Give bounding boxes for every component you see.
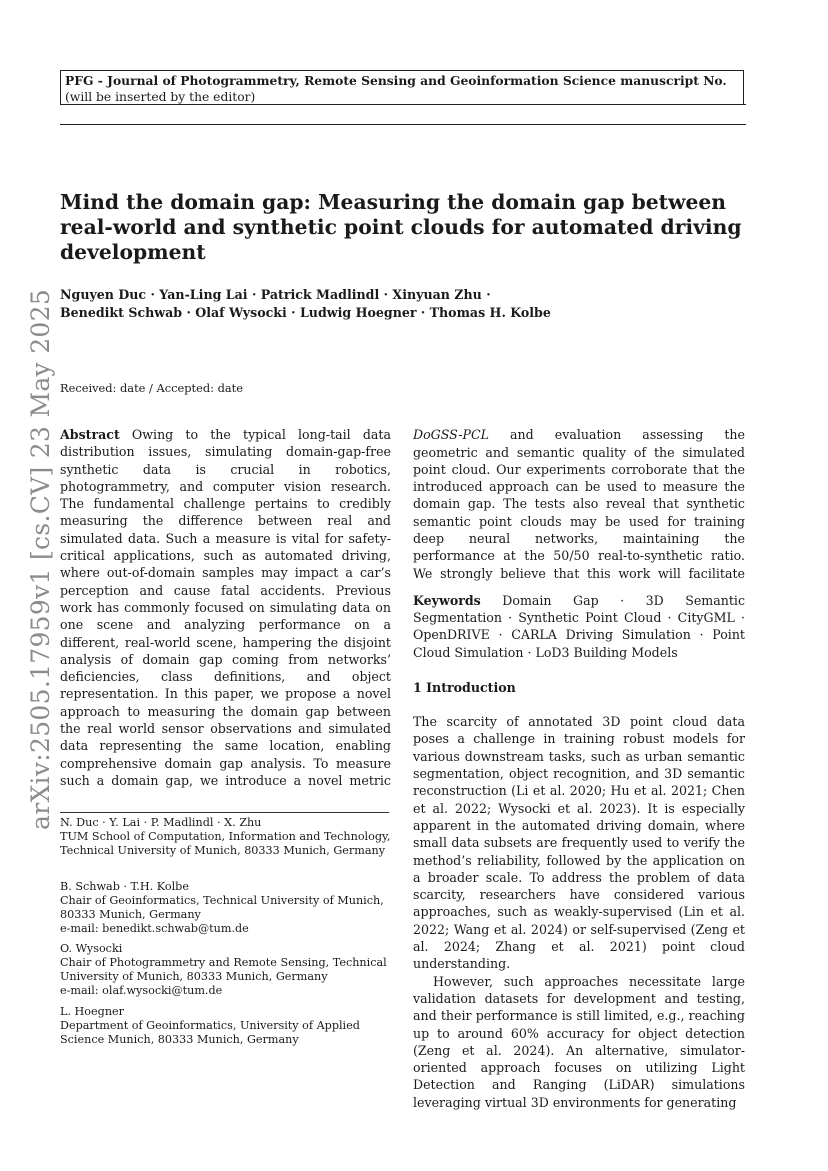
affiliation-org: Chair of Photogrammetry and Remote Sensing, Technical University of Munich, 80333 Munich, Germany: [60, 956, 387, 983]
received-date: Received: date / Accepted: date: [60, 381, 243, 395]
metric-name-continued: DoGSS-PCL: [413, 427, 489, 443]
affiliation-email: e-mail: benedikt.schwab@tum.de: [60, 922, 249, 935]
arxiv-identifier: arXiv:2505.17959v1 [cs.CV] 23 May 2025: [26, 288, 55, 830]
right-column: [413, 426, 745, 1111]
abstract-continuation-slot: [413, 426, 745, 582]
affiliation-3: [60, 942, 400, 998]
author-line-1: Nguyen Duc · Yan-Ling Lai · Patrick Madlindl · Xinyuan Zhu ·: [60, 287, 491, 302]
journal-title: PFG - Journal of Photogrammetry, Remote Sensing and Geoinformation Science manuscript No.: [65, 73, 727, 88]
left-column: [60, 426, 391, 789]
abstract-label: Abstract: [60, 427, 120, 442]
affiliation-org: Department of Geoinformatics, University of Applied Science Munich, 80333 Munich, Germany: [60, 1019, 360, 1046]
intro-paragraph-2: However, such approaches necessitate large validation datasets for development and testing, and their performance is still limited, e.g., reaching up to around 60% accuracy for object detection (Zeng et al. 2024). An alternative, simulator-oriented approach focuses on utilizing Light Detection and Ranging (LiDAR) simulations leveraging virtual 3D environments for generating: [413, 973, 745, 1110]
abstract: [60, 426, 391, 789]
affiliation-names: L. Hoegner: [60, 1005, 124, 1018]
intro-paragraph-1: The scarcity of annotated 3D point cloud data poses a challenge in training robust models for various downstream tasks, such as urban semantic segmentation, object recognition, and 3D semantic reconstruction (Li et al. 2020; Hu et al. 2021; Chen et al. 2022; Wysocki et al. 2023). It is especially apparent in the automated driving domain, where small data subsets are frequently used to verify the method’s reliability, followed by the application on a broader scale. To address the problem of data scarcity, researchers have considered various approaches, such as weakly-supervised (Lin et al. 2022; Wang et al. 2024) or self-supervised (Zeng et al. 2024; Zhang et al. 2021) point cloud understanding.: [413, 714, 745, 972]
header-bottom-rule: [60, 124, 746, 125]
journal-header-box: [60, 70, 744, 104]
introduction-heading: 1 Introduction: [413, 679, 516, 695]
arxiv-sidebar: [18, 288, 58, 840]
author-line-2: Benedikt Schwab · Olaf Wysocki · Ludwig Hoegner · Thomas H. Kolbe: [60, 305, 551, 320]
affiliation-email: e-mail: olaf.wysocki@tum.de: [60, 984, 223, 997]
abstract-continued: [413, 426, 745, 582]
keywords-text: Domain Gap · 3D Semantic Segmentation · Synthetic Point Cloud · CityGML · OpenDRIVE · CARLA Driving Simulation · Point Cloud Simulation · LoD3 Building Models: [413, 592, 745, 660]
paper-title: Mind the domain gap: Measuring the domain gap between real-world and synthetic point clouds for automated driving development: [60, 190, 742, 264]
footnote-rule: [60, 812, 389, 813]
affiliation-org: Chair of Geoinformatics, Technical University of Munich, 80333 Munich, Germany: [60, 894, 384, 921]
abstract-text-2-continued: and evaluation assessing the geometric and semantic quality of the simulated point cloud. Our experiments corroborate that the introduced approach can be used to measure the domain gap. The tests also reveal that synthetic semantic point clouds may be used for training deep neural networks, maintaining the performance at the 50/50 real-to-synthetic ratio. We strongly believe that this work will facilitate: [413, 427, 745, 581]
affiliation-names: B. Schwab · T.H. Kolbe: [60, 880, 189, 893]
affiliation-2: [60, 880, 400, 936]
abstract-text-1: Owing to the typical long-tail data distribution issues, simulating domain-gap-free synthetic data is crucial in robotics, photogrammetry, and computer vision research. The fundamental challenge pertains to credibly measuring the difference between real and simulated data. Such a measure is vital for safety-critical applications, such as automated driving, where out-of-domain samples may impact a car’s perception and cause fatal accidents. Previous work has commonly focused on simulating data on one scene and analyzing performance on a different, real-world scene, hampering the disjoint analysis of domain gap coming from networks’ deficiencies, class definitions, and object representation. In this paper, we propose a novel approach to measuring the domain gap between the real world sensor observations and simulated data representing the same location, enabling comprehensive domain gap analysis. To measure such a domain gap, we introduce a novel metric: [60, 427, 391, 788]
author-list: [60, 286, 760, 322]
affiliation-1: [60, 816, 400, 858]
header-top-rule: [60, 104, 746, 105]
affiliation-names: N. Duc · Y. Lai · P. Madlindl · X. Zhu: [60, 816, 262, 829]
abstract-continued: [413, 426, 745, 582]
keywords-label: Keywords: [413, 592, 481, 608]
affiliation-4: [60, 1005, 400, 1047]
affiliation-names: O. Wysocki: [60, 942, 123, 955]
editor-note: (will be inserted by the editor): [65, 90, 256, 104]
keywords: [413, 592, 745, 661]
affiliation-org: TUM School of Computation, Information and Technology, Technical University of Munich, 80333 Munich, Germany: [60, 830, 391, 857]
